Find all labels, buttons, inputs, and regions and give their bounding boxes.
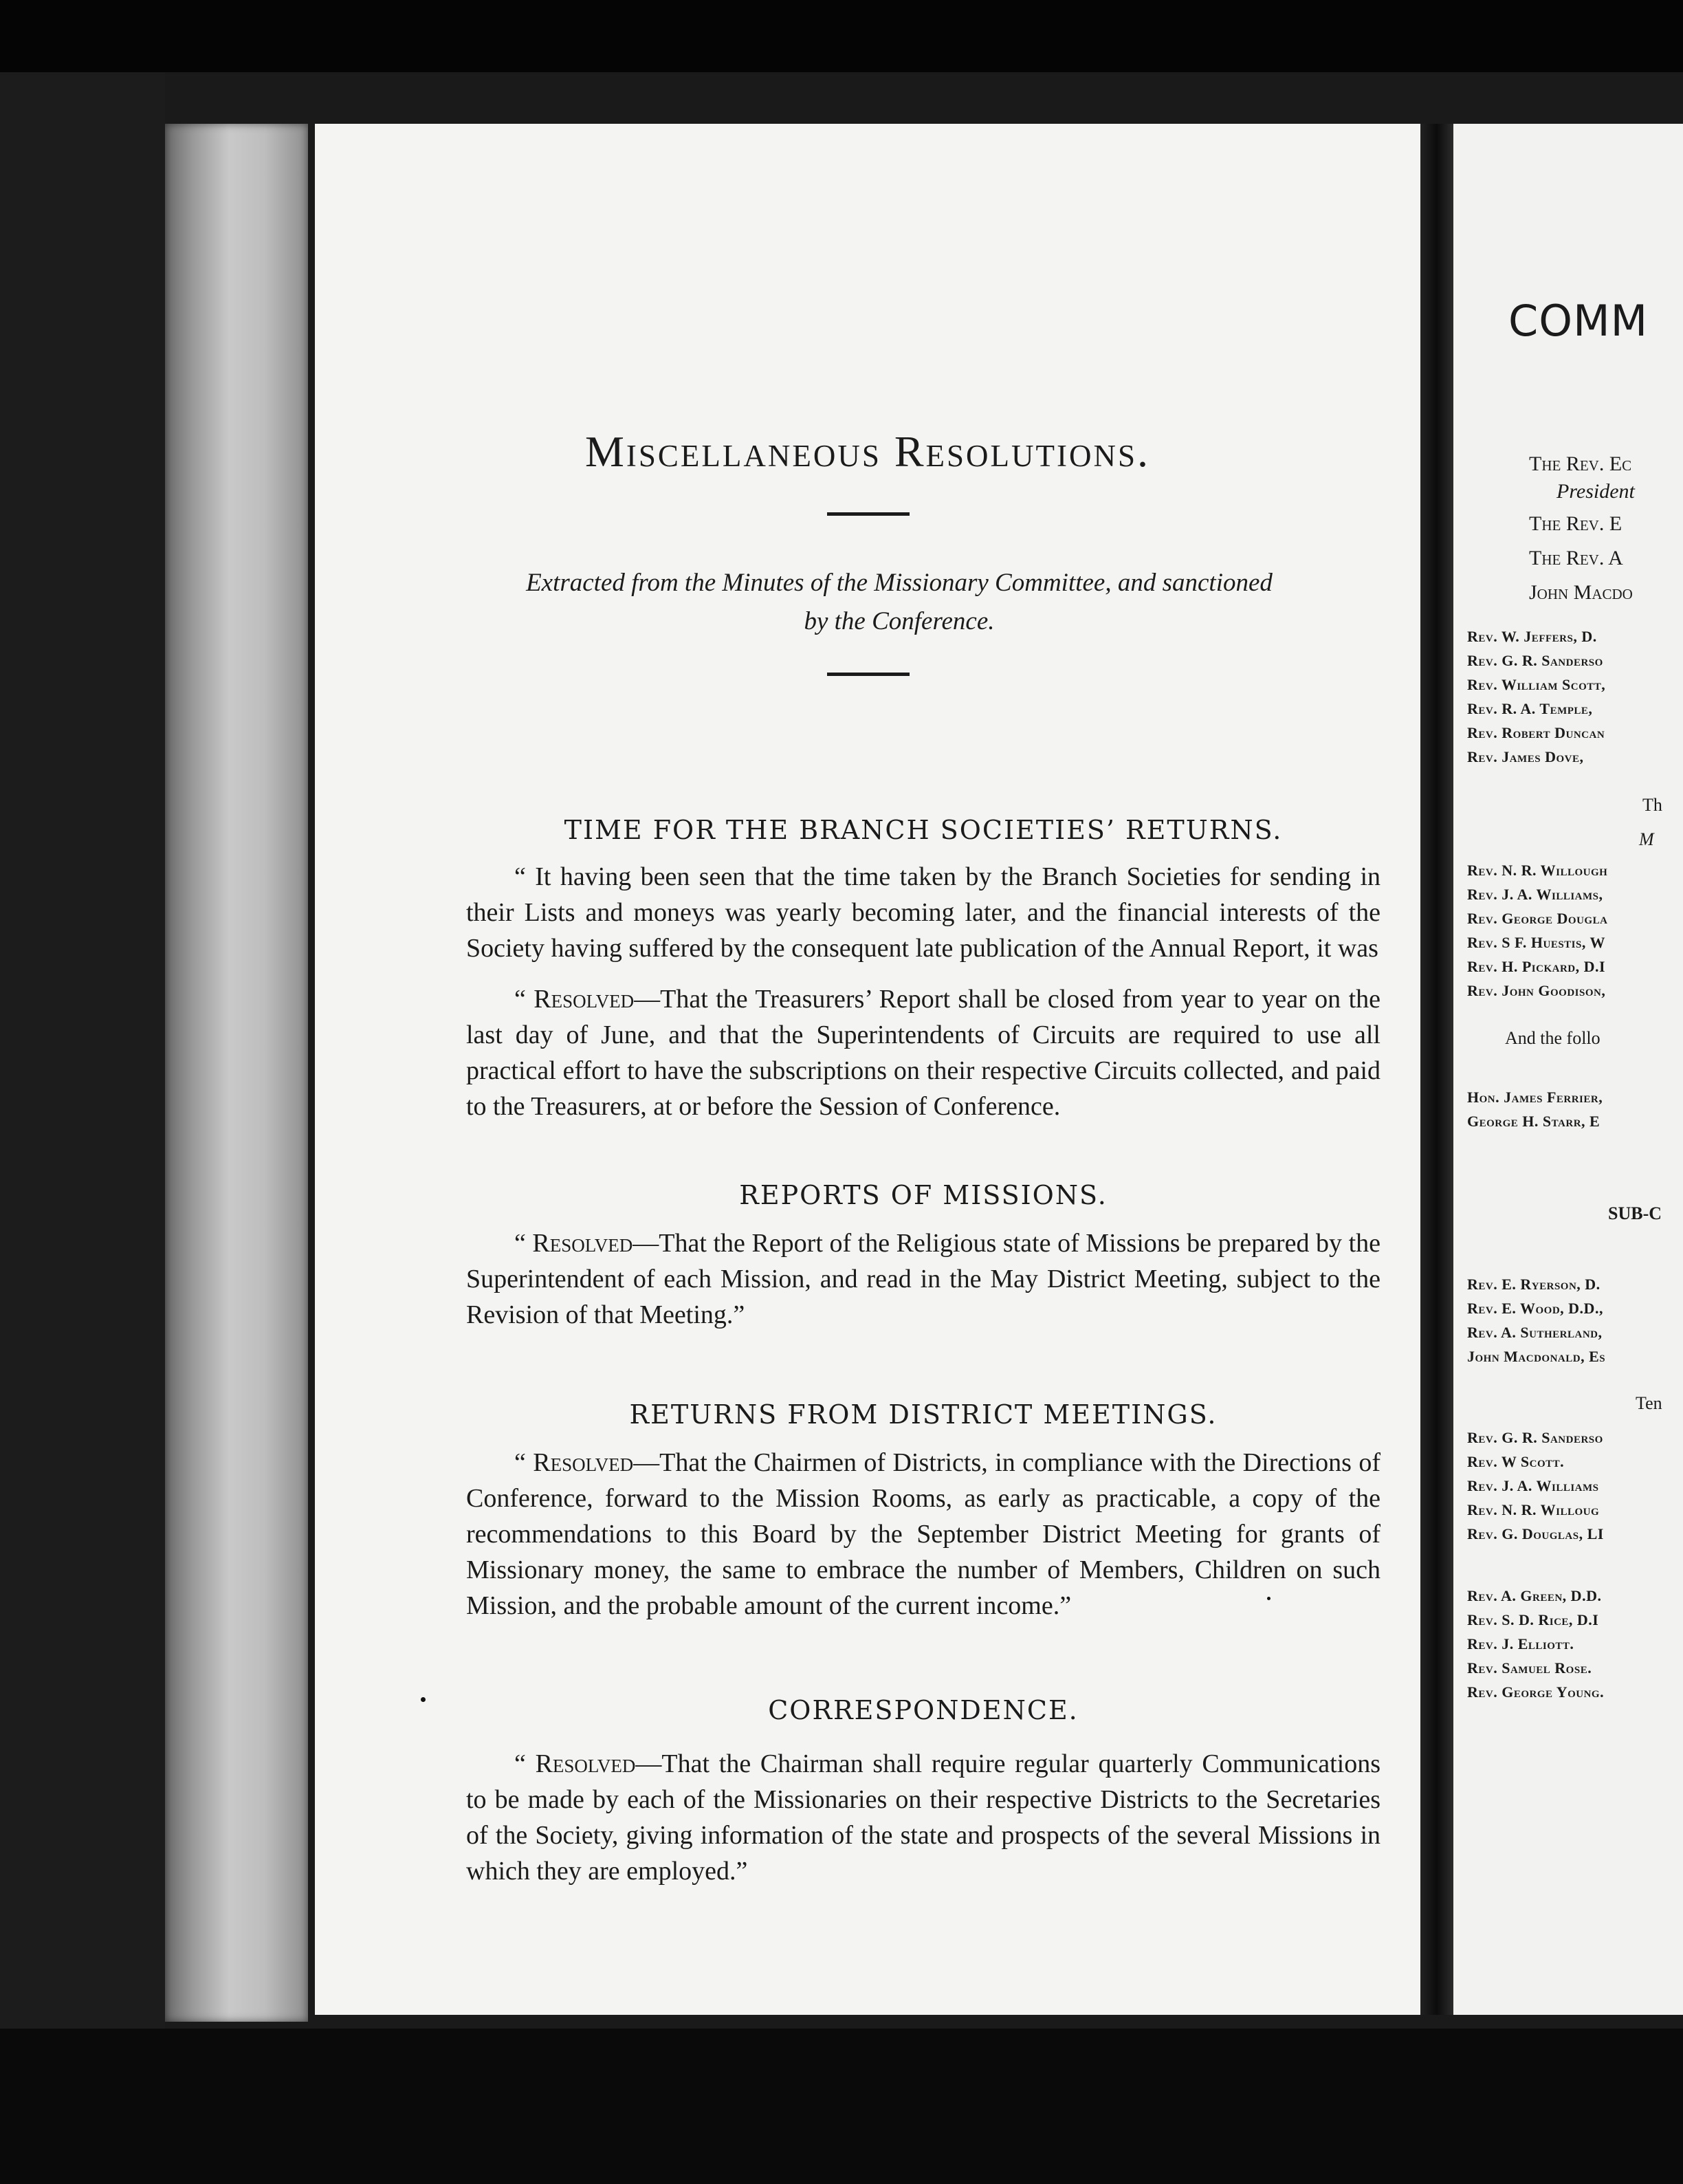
- scanner-background: [0, 72, 165, 2029]
- member-line: Rev. A. Green, D.D.: [1467, 1587, 1602, 1604]
- member-line: Hon. James Ferrier,: [1467, 1089, 1603, 1106]
- member-line: Rev. J. Elliott.: [1467, 1635, 1574, 1652]
- subtitle: [432, 564, 1367, 641]
- officer-line: The Rev. E: [1529, 512, 1622, 535]
- page-title: Miscellaneous Resolutions.: [584, 427, 1151, 476]
- right-page: [1453, 124, 1683, 2015]
- section-correspondence: [466, 1695, 1380, 1889]
- paragraph: [466, 1225, 1380, 1333]
- subtitle-rule: [827, 673, 910, 676]
- group-label: Th: [1642, 795, 1662, 815]
- paragraph: [466, 1746, 1380, 1889]
- member-line: Rev. W. Jeffers, D.: [1467, 628, 1597, 645]
- officer-line: The Rev. Ec: [1529, 452, 1632, 475]
- member-line: Rev. James Dove,: [1467, 748, 1584, 765]
- section-heading: REPORTS OF MISSIONS.: [739, 1180, 1108, 1210]
- member-line: Rev. G. Douglas, LI: [1467, 1525, 1604, 1542]
- following-text: And the follo: [1505, 1028, 1600, 1048]
- paragraph-text: —That the Chairmen of Districts, in compliance with the Directions of Conference, forward to the Mission Rooms, as early as practicable, a copy of the recommendations to this Board by the September District Meeting for grants of Missionary money, the same to embrace the number of Members, Children on such Mission, and the probable amount of the current income.”: [466, 1448, 1380, 1620]
- member-line: Rev. G. R. Sanderso: [1467, 1429, 1603, 1446]
- resolved-label: “ Resolved: [514, 985, 635, 1014]
- resolved-label: “ Resolved: [514, 1448, 634, 1477]
- paragraph: [466, 1445, 1380, 1624]
- subcommittee-heading: SUB-C: [1608, 1203, 1662, 1223]
- section-district-returns: [466, 1399, 1380, 1624]
- member-line: Rev. George Dougla: [1467, 910, 1608, 927]
- member-line: Rev. N. R. Willough: [1467, 862, 1608, 879]
- member-line: George H. Starr, E: [1467, 1113, 1600, 1130]
- section-branch-returns: [466, 815, 1380, 1124]
- paragraph-text: —That the Treasurers’ Report shall be closed from year to year on the last day of June, and that the Superintendents of Circuits are required to use all practical effort to have the subscriptions on their respective Circuits collected, and paid to the Treasurers, at or before the Session of Conference.: [466, 985, 1380, 1121]
- member-line: Rev. J. A. Williams: [1467, 1477, 1599, 1494]
- section-heading: RETURNS FROM DISTRICT MEETINGS.: [629, 1399, 1218, 1430]
- officer-line: John Macdo: [1529, 581, 1633, 604]
- subtitle-line-1: Extracted from the Minutes of the Missionary Committee, and sanctioned: [526, 569, 1273, 597]
- member-line: Rev. N. R. Willoug: [1467, 1501, 1600, 1518]
- book-gutter: [1420, 124, 1453, 2015]
- section-reports-of-missions: [466, 1180, 1380, 1333]
- member-line: Rev. R. A. Temple,: [1467, 700, 1593, 717]
- scanner-bottom-band: [0, 2029, 1683, 2184]
- member-line: Rev. E. Wood, D.D.,: [1467, 1300, 1603, 1317]
- dust-speck: [1267, 1597, 1270, 1600]
- paragraph: [466, 981, 1380, 1124]
- member-line: Rev. G. R. Sanderso: [1467, 652, 1603, 669]
- member-line: John Macdonald, Es: [1467, 1348, 1606, 1365]
- member-line: Rev. A. Sutherland,: [1467, 1324, 1603, 1341]
- member-line: Rev. S F. Huestis, W: [1467, 934, 1605, 951]
- member-line: Rev. E. Ryerson, D.: [1467, 1276, 1600, 1293]
- member-line: Rev. Samuel Rose.: [1467, 1659, 1592, 1677]
- member-line: Rev. S. D. Rice, D.I: [1467, 1611, 1599, 1628]
- officer-line: The Rev. A: [1529, 547, 1623, 569]
- subtitle-line-2: by the Conference.: [804, 607, 995, 635]
- book-page-edges: [165, 124, 308, 2022]
- resolved-label: “ Resolved: [514, 1229, 633, 1258]
- member-line: Rev. John Goodison,: [1467, 982, 1606, 999]
- group-label: M: [1639, 829, 1654, 849]
- section-heading: CORRESPONDENCE.: [768, 1695, 1079, 1725]
- paragraph-text: —That the Report of the Religious state of Missions be prepared by the Superintendent of each Mission, and read in the May District Meeting, subject to the Revision of that Meeting.”: [466, 1229, 1380, 1329]
- member-line: Rev. George Young.: [1467, 1683, 1605, 1701]
- left-page: [315, 124, 1420, 2015]
- resolved-label: “ Resolved: [514, 1749, 636, 1778]
- paragraph-text: —That the Chairman shall require regular quarterly Communications to be made by each of the Missionaries on their respective Districts to the Secretaries of the Society, giving information of the state and prospects of the several Missions in which they are employed.”: [466, 1749, 1380, 1886]
- right-page-title: COMM: [1508, 296, 1649, 346]
- section-heading: TIME FOR THE BRANCH SOCIETIES’ RETURNS.: [564, 815, 1283, 845]
- member-line: Rev. H. Pickard, D.I: [1467, 958, 1606, 975]
- member-line: Rev. Robert Duncan: [1467, 724, 1605, 741]
- member-line: Rev. J. A. Williams,: [1467, 886, 1603, 903]
- member-line: Rev. W Scott.: [1467, 1453, 1565, 1470]
- member-line: Rev. William Scott,: [1467, 676, 1606, 693]
- scanner-top-band: [0, 0, 1683, 72]
- paragraph: “ It having been seen that the time taken by the Branch Societies for sending in their Lists and moneys was yearly becoming later, and the financial interests of the Society having suffered by the consequent late publication of the Annual Report, it was: [466, 862, 1380, 963]
- group-label: Ten: [1636, 1393, 1662, 1413]
- dust-speck: [421, 1697, 426, 1702]
- officer-line: President: [1556, 480, 1635, 503]
- title-rule: [827, 512, 910, 516]
